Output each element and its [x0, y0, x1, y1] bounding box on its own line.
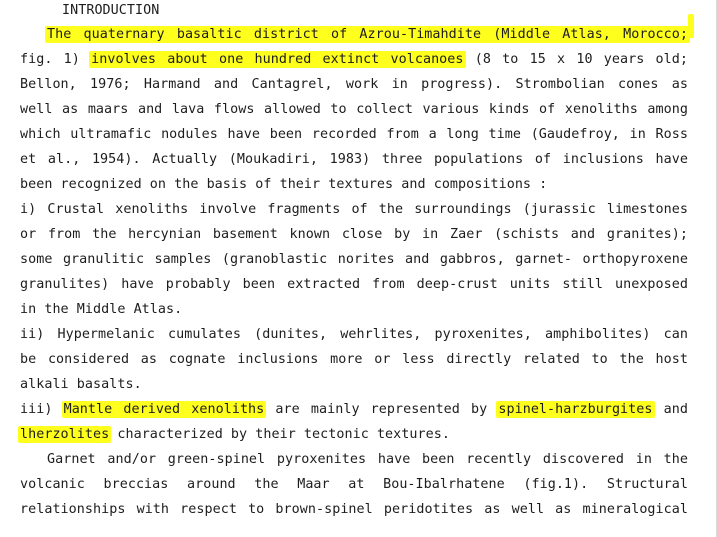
text-line-9: or from the hercynian basement known close by in Zaer (schists and granites);	[20, 227, 688, 242]
text-line-20: relationships with respect to brown-spinel peridotites as well as mineralogical	[20, 502, 688, 517]
text-line-2	[20, 51, 688, 69]
text-line-16	[20, 401, 688, 419]
text-line-19: volcanic breccias around the Maar at Bou-Ibalrhatene (fig.1). Structural	[20, 477, 688, 492]
text-line-14: be considered as cognate inclusions more or less directly related to the host	[20, 352, 688, 367]
highlighted-phrase: involves about one hundred extinct volcanoes	[91, 52, 464, 67]
text-line-6: et al., 1954). Actually (Moukadiri, 1983) three populations of inclusions have	[20, 152, 688, 167]
text-line-17	[20, 426, 450, 444]
highlighted-phrase: Mantle derived xenoliths	[63, 402, 265, 417]
text-line-11: granulites) have probably been extracted from deep-crust units still unexposed	[20, 277, 688, 292]
text-line-7: been recognized on the basis of their textures and compositions :	[20, 177, 548, 192]
text-line-4: well as maars and lava flows allowed to collect various kinds of xenoliths among	[20, 102, 688, 117]
section-heading: INTRODUCTION	[62, 3, 160, 18]
text-line-10: some granulitic samples (granoblastic norites and gabbros, garnet- orthopyroxene	[20, 252, 688, 267]
text-line-18	[20, 451, 688, 469]
text-line-3: Bellon, 1976; Harmand and Cantagrel, work in progress). Strombolian cones as	[20, 77, 688, 92]
text-segment: are mainly represented by	[275, 402, 488, 417]
text-line-15: alkali basalts.	[20, 377, 142, 392]
text-line-5: which ultramafic nodules have been recorded from a long time (Gaudefroy, in Ross	[20, 127, 688, 142]
text-segment: Garnet and/or green-spinel pyroxenites have been recently discovered in the	[47, 452, 688, 467]
highlighted-phrase: lherzolites	[20, 427, 110, 442]
text-segment: fig. 1)	[20, 52, 80, 67]
text-line-13: ii) Hypermelanic cumulates (dunites, wehrlites, pyroxenites, amphibolites) can	[20, 327, 688, 342]
text-segment: (8 to 15 x 10 years old;	[474, 52, 688, 67]
text-segment: and	[663, 402, 688, 417]
text-line-1	[20, 26, 688, 44]
highlighted-phrase: The quaternary basaltic district of Azrou-Timahdite (Middle Atlas, Morocco;	[47, 27, 688, 42]
text-segment: iii)	[20, 402, 53, 417]
text-line-12: in the Middle Atlas.	[20, 302, 183, 317]
text-line-8: i) Crustal xenoliths involve fragments of the surroundings (jurassic limestones	[20, 202, 688, 217]
text-segment: characterized by their tectonic textures.	[117, 427, 450, 442]
highlighted-phrase: spinel-harzburgites	[498, 402, 653, 417]
